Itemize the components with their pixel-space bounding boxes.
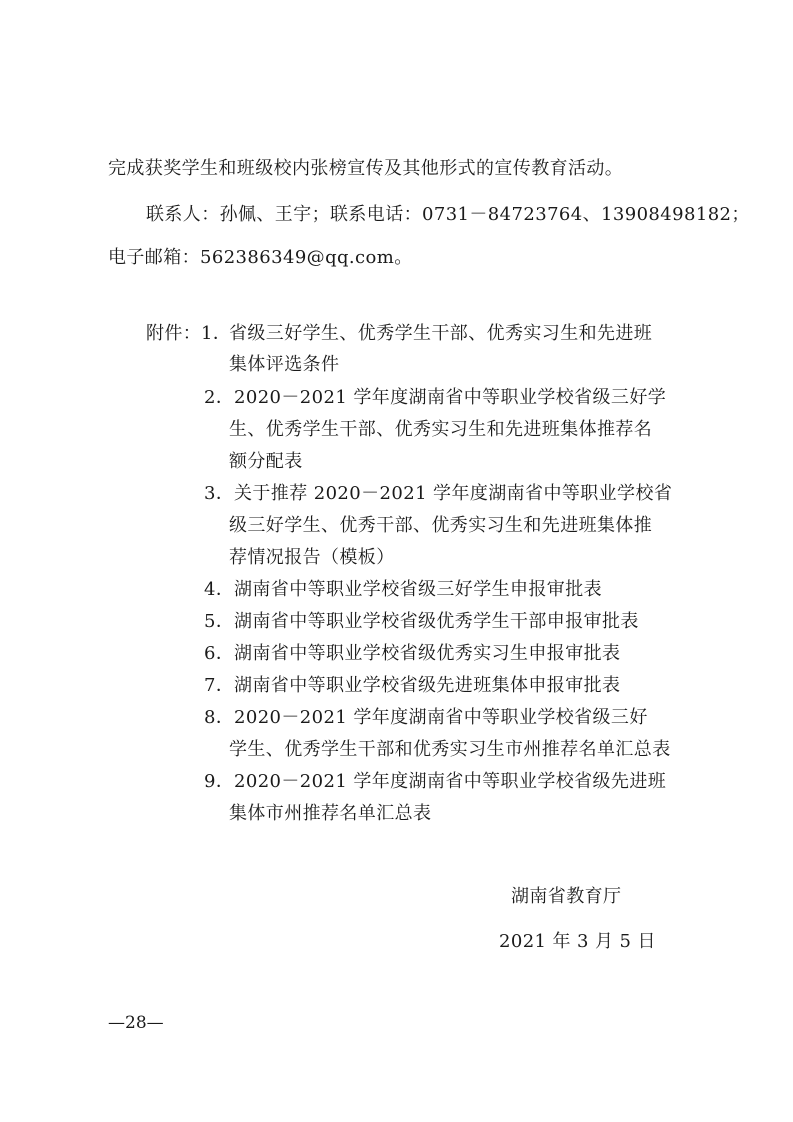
attachment-line: 关于推荐 2020－2021 学年度湖南省中等职业学校省 [234, 483, 673, 504]
attachment-line: 额分配表 [229, 451, 303, 472]
attachment-line: 荐情况报告（模板） [229, 547, 395, 568]
attachment-line: 省级三好学生、优秀学生干部、优秀实习生和先进班 [229, 323, 653, 344]
page-number: —28— [108, 1013, 164, 1033]
attachment-line: 湖南省中等职业学校省级优秀学生干部申报审批表 [234, 611, 639, 632]
signature-date: 2021 年 3 月 5 日 [499, 931, 656, 952]
attachment-line: 湖南省中等职业学校省级三好学生申报审批表 [234, 579, 602, 600]
attachment-number: 7． [204, 675, 235, 696]
attachment-number: 2． [204, 387, 235, 408]
attachment-number: 5． [204, 611, 235, 632]
attachment-number: 1． [201, 323, 232, 344]
email-line: 电子邮箱：562386349@qq.com。 [108, 247, 413, 268]
attachment-line: 2020－2021 学年度湖南省中等职业学校省级三好 [234, 707, 648, 728]
attachment-line: 集体评选条件 [229, 354, 340, 375]
attachment-line: 集体市州推荐名单汇总表 [229, 803, 432, 824]
attachment-number: 9． [204, 771, 235, 792]
attachment-line: 级三好学生、优秀干部、优秀实习生和先进班集体推 [229, 515, 653, 536]
attachment-number: 8． [204, 707, 235, 728]
attachment-line: 湖南省中等职业学校省级先进班集体申报审批表 [234, 675, 621, 696]
attachment-number: 6． [204, 643, 235, 664]
body-line-completion: 完成获奖学生和班级校内张榜宣传及其他形式的宣传教育活动。 [108, 158, 624, 179]
attachment-line: 2020－2021 学年度湖南省中等职业学校省级三好学 [234, 387, 667, 408]
attachment-line: 学生、优秀学生干部和优秀实习生市州推荐名单汇总表 [229, 739, 671, 760]
signature-organization: 湖南省教育厅 [511, 886, 622, 907]
attachments-label: 附件： [146, 323, 202, 344]
attachment-line: 湖南省中等职业学校省级优秀实习生申报审批表 [234, 643, 621, 664]
contact-line: 联系人：孙佩、王宇；联系电话：0731－84723764、13908498182； [146, 204, 750, 225]
attachment-line: 生、优秀学生干部、优秀实习生和先进班集体推荐名 [229, 419, 653, 440]
attachment-number: 4． [204, 579, 235, 600]
attachment-line: 2020－2021 学年度湖南省中等职业学校省级先进班 [234, 771, 667, 792]
attachment-number: 3． [204, 483, 235, 504]
